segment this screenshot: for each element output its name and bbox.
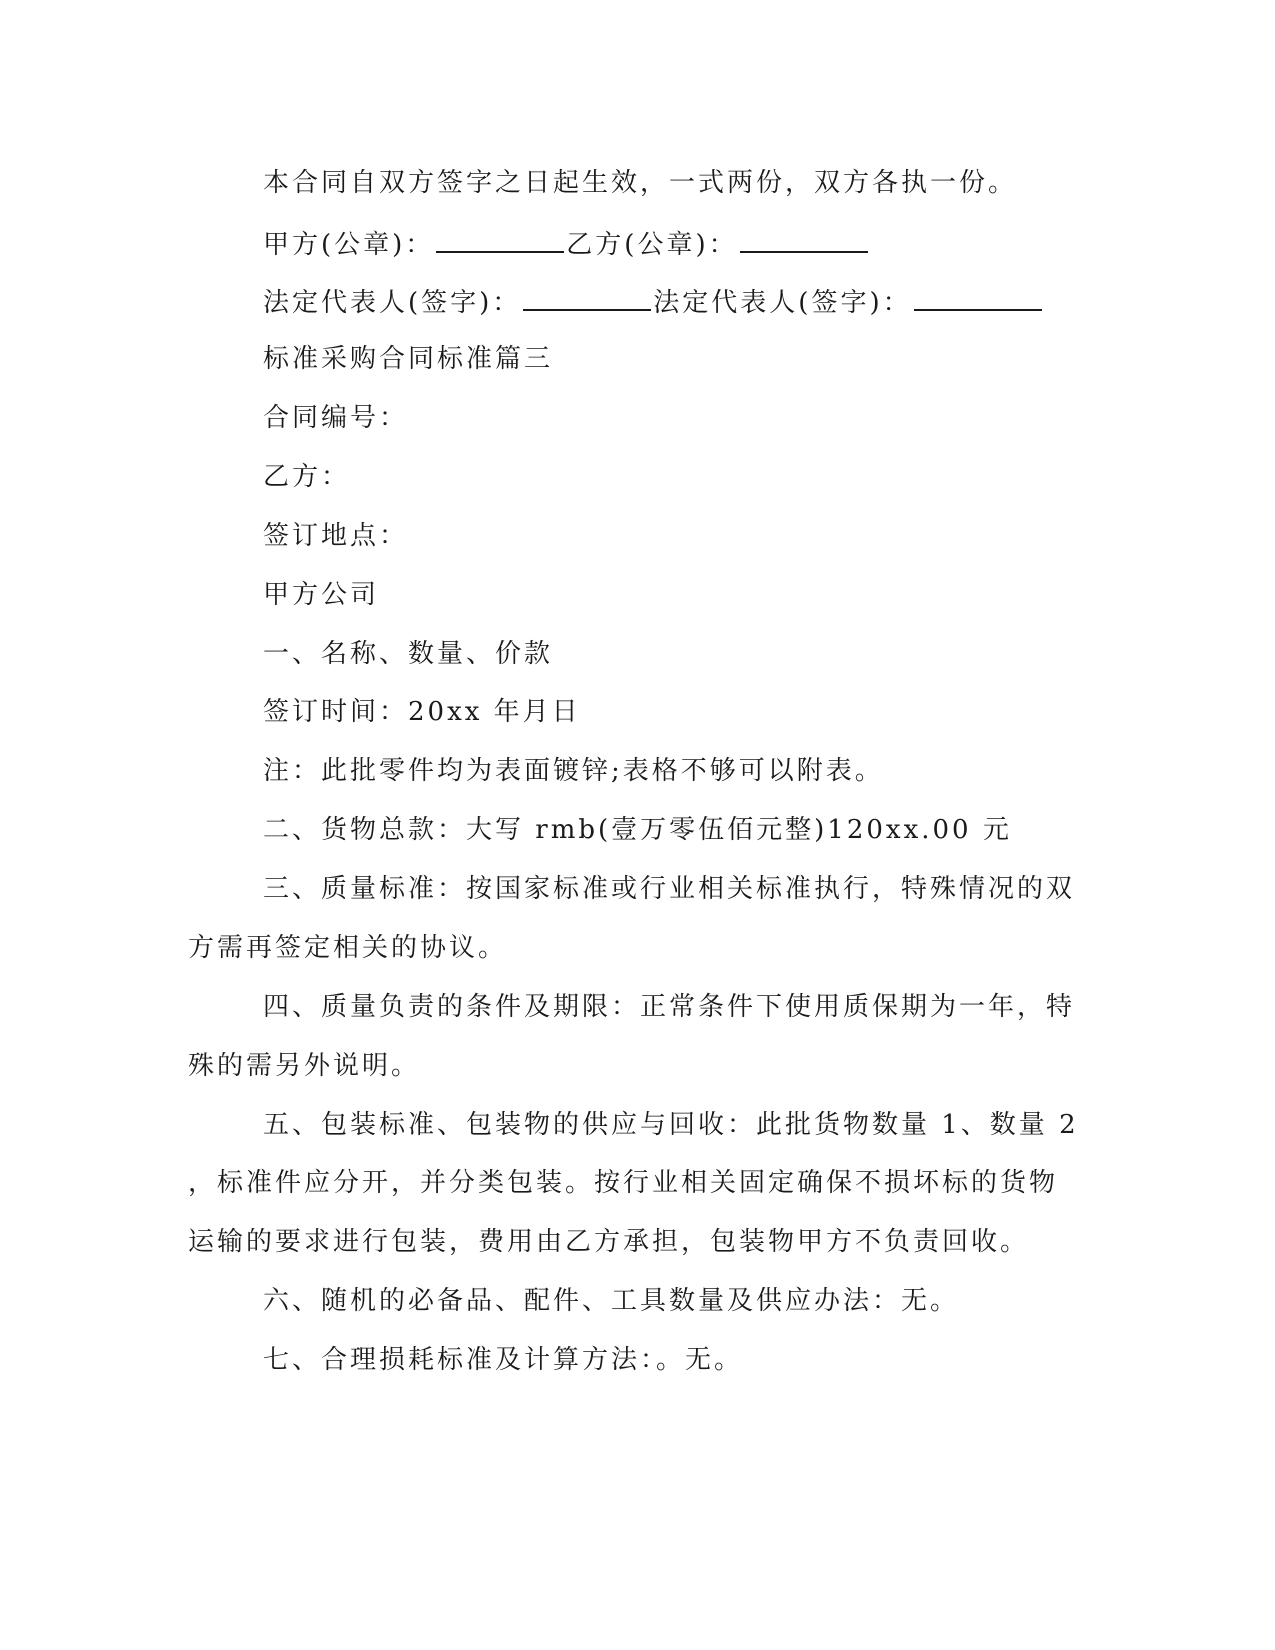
- seal-line: [263, 225, 870, 262]
- party-b-rep-blank: [914, 283, 1042, 311]
- signing-place: 签订地点：: [263, 521, 409, 551]
- party-b-seal-blank: [740, 225, 868, 253]
- clause-4-line-1: 四、质量负责的条件及期限：正常条件下使用质保期为一年，特: [263, 992, 1076, 1022]
- section-title: 标准采购合同标准篇三: [263, 344, 554, 374]
- party-a-company: 甲方公司: [263, 580, 380, 610]
- clause-7: 七、合理损耗标准及计算方法：。无。: [263, 1345, 744, 1375]
- clause-4-line-2: 殊的需另外说明。: [188, 1051, 421, 1081]
- effective-clause: 本合同自双方签字之日起生效，一式两份，双方各执一份。: [263, 168, 1018, 198]
- note-line: 注：此批零件均为表面镀锌;表格不够可以附表。: [263, 756, 884, 786]
- clause-2: 二、货物总款：大写 rmb(壹万零伍佰元整)120xx.00 元: [263, 815, 1012, 845]
- party-a-seal-label: 甲方(公章)：: [263, 230, 435, 260]
- clause-1-heading: 一、名称、数量、价款: [263, 639, 554, 669]
- signing-time: 签订时间：20xx 年月日: [263, 697, 581, 727]
- party-a-rep-blank: [523, 283, 651, 311]
- clause-5-line-1: 五、包装标准、包装物的供应与回收：此批货物数量 1、数量 2: [263, 1110, 1079, 1140]
- clause-3-line-1: 三、质量标准：按国家标准或行业相关标准执行，特殊情况的双: [263, 874, 1076, 904]
- party-b: 乙方：: [263, 462, 351, 492]
- contract-number: 合同编号：: [263, 403, 409, 433]
- party-a-rep-label: 法定代表人(签字)：: [263, 288, 522, 318]
- party-b-seal-label: 乙方(公章)：: [566, 230, 738, 260]
- party-b-rep-label: 法定代表人(签字)：: [653, 288, 912, 318]
- clause-6: 六、随机的必备品、配件、工具数量及供应办法：无。: [263, 1286, 960, 1316]
- signature-line: [263, 283, 1044, 320]
- clause-5-line-3: 运输的要求进行包装，费用由乙方承担，包装物甲方不负责回收。: [188, 1227, 1030, 1257]
- party-a-seal-blank: [436, 225, 564, 253]
- clause-5-line-2: ，标准件应分开，并分类包装。按行业相关固定确保不损坏标的货物: [188, 1168, 1059, 1198]
- clause-3-line-2: 方需再签定相关的协议。: [188, 933, 508, 963]
